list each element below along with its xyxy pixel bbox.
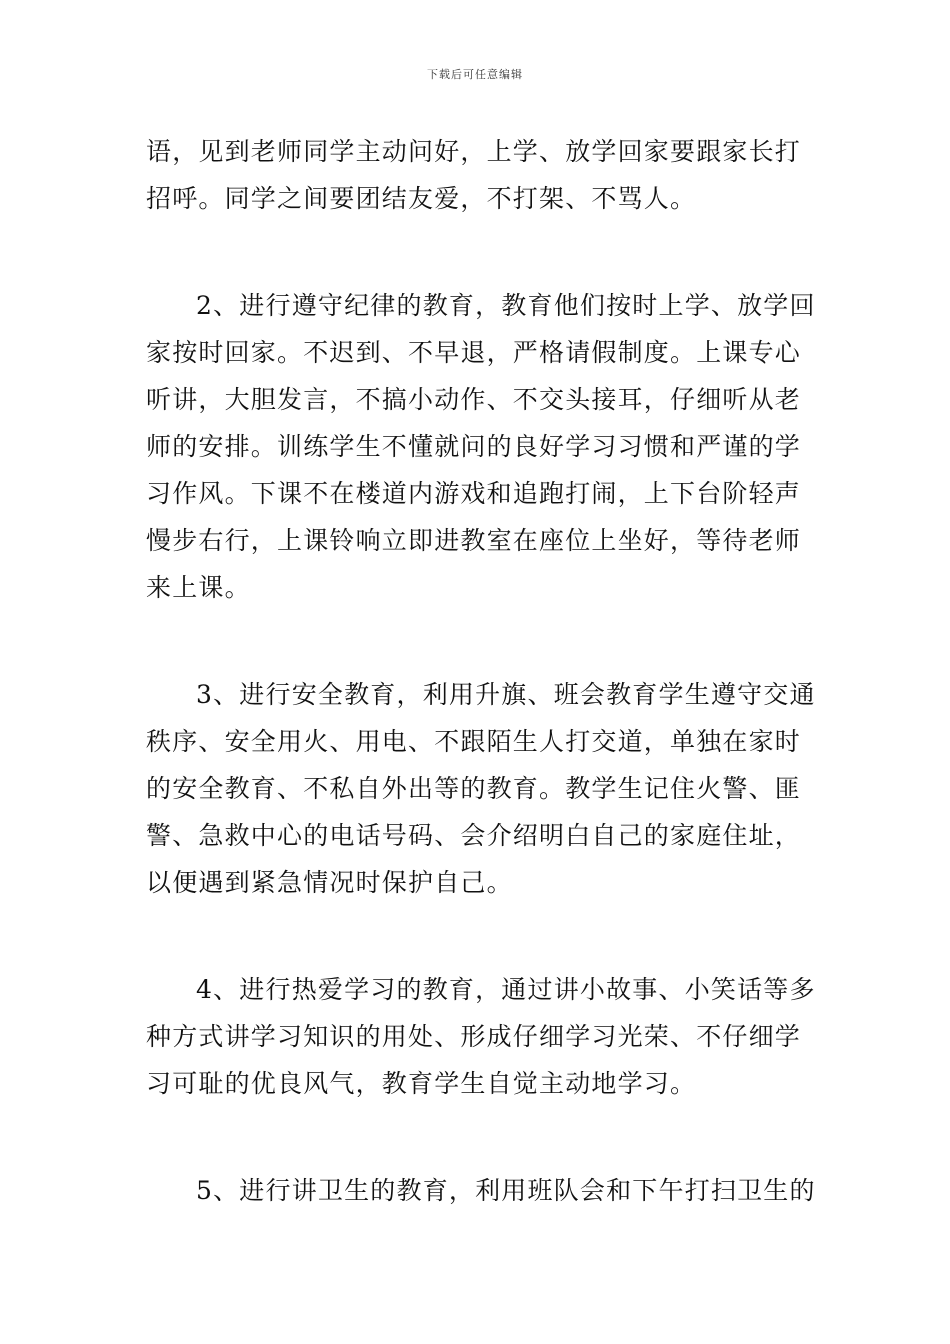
text-line: 师的安排。训练学生不懂就问的良好学习习惯和严谨的学 (146, 432, 802, 461)
text-line: 2、进行遵守纪律的教育，教育他们按时上学、放学回 (196, 291, 816, 320)
text-line: 来上课。 (146, 573, 251, 602)
text-line: 的安全教育、不私自外出等的教育。教学生记住火警、匪 (146, 774, 802, 803)
text-line: 家按时回家。不迟到、不早退，严格请假制度。上课专心 (146, 338, 802, 367)
text-line: 语，见到老师同学主动问好，上学、放学回家要跟家长打 (146, 137, 802, 166)
paragraph-5-hygiene (146, 1167, 816, 1214)
page-header: 下载后可任意编辑 (427, 68, 523, 81)
text-line: 警、急救中心的电话号码、会介绍明白自己的家庭住址， (146, 821, 802, 850)
paragraph-1-continued (146, 128, 808, 222)
text-line: 习作风。下课不在楼道内游戏和追跑打闹，上下台阶轻声 (146, 479, 802, 508)
document-body (146, 128, 816, 1274)
paragraph-3-safety (146, 671, 816, 906)
text-line: 4、进行热爱学习的教育，通过讲小故事、小笑话等多 (196, 975, 816, 1004)
text-line: 以便遇到紧急情况时保护自己。 (146, 868, 513, 897)
text-line: 习可耻的优良风气，教育学生自觉主动地学习。 (146, 1069, 697, 1098)
text-line: 种方式讲学习知识的用处、形成仔细学习光荣、不仔细学 (146, 1022, 802, 1051)
text-line: 秩序、安全用火、用电、不跟陌生人打交道，单独在家时 (146, 727, 802, 756)
text-line: 招呼。同学之间要团结友爱，不打架、不骂人。 (146, 184, 697, 213)
paragraph-2-discipline (146, 282, 816, 611)
text-line: 5、进行讲卫生的教育，利用班队会和下午打扫卫生的 (196, 1176, 816, 1205)
text-line: 听讲，大胆发言，不搞小动作、不交头接耳，仔细听从老 (146, 385, 802, 414)
paragraph-4-learning (146, 966, 816, 1107)
text-line: 3、进行安全教育，利用升旗、班会教育学生遵守交通 (196, 680, 816, 709)
text-line: 慢步右行，上课铃响立即进教室在座位上坐好，等待老师 (146, 526, 802, 555)
